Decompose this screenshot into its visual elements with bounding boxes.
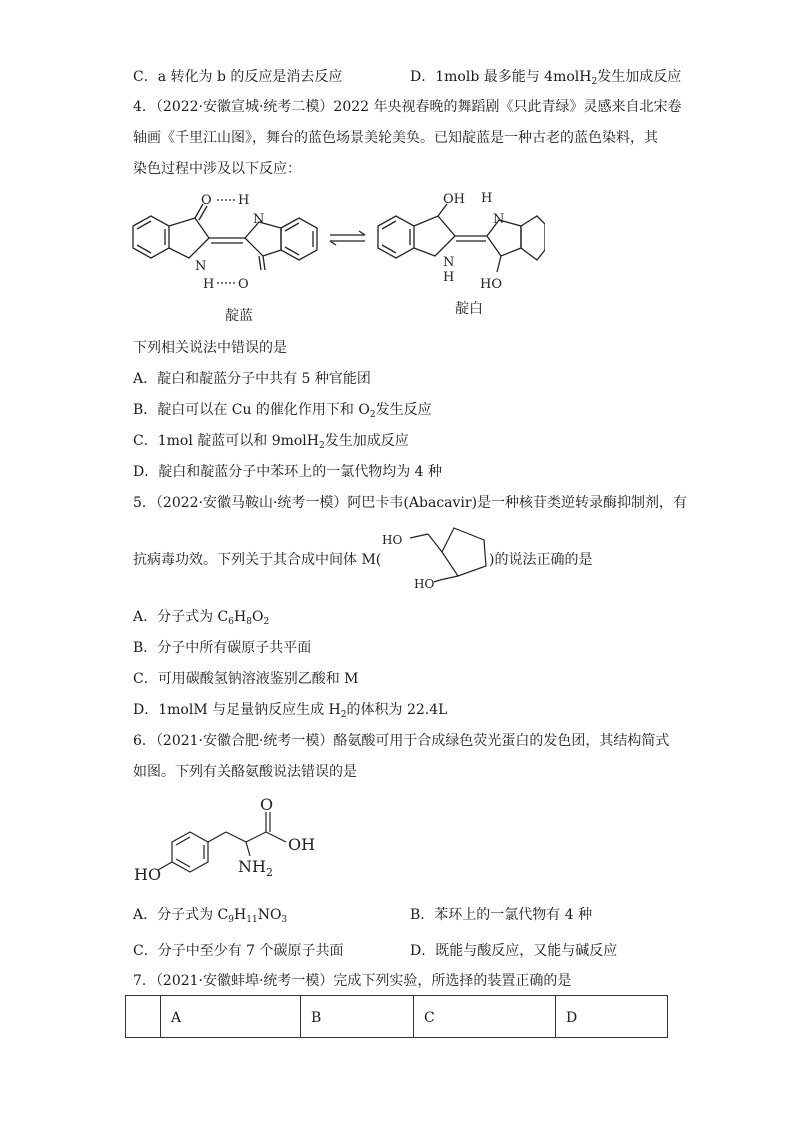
q6-option-b: B．苯环上的一氯代物有 4 种 bbox=[410, 907, 593, 923]
q5-option-c: C．可用碳酸氢钠溶液鉴别乙酸和 M bbox=[133, 671, 359, 687]
leuco-atom-oh: OH bbox=[443, 192, 465, 207]
table-cell-a: A bbox=[161, 996, 301, 1038]
q4-question: 下列相关说法中错误的是 bbox=[133, 340, 287, 356]
table-row bbox=[126, 996, 668, 1038]
indigo-atom-n-left: N bbox=[195, 259, 207, 274]
q3-option-d: D．1molb 最多能与 4molH$_2$发生加成反应 bbox=[410, 69, 682, 87]
compound-m-structure bbox=[380, 520, 496, 598]
q6-option-a: A．分子式为 $C_9H_{11}NO_3$ bbox=[133, 907, 288, 925]
leuco-atom-ho: HO bbox=[480, 277, 502, 292]
q4-stem-line1: 4．（2022·安徽宣城·统考二模）2022 年央视春晚的舞蹈剧《只此青绿》灵感来自北宋卷 bbox=[133, 99, 682, 115]
tyrosine-structure bbox=[130, 792, 330, 888]
indigo-atom-n-right: N bbox=[253, 212, 265, 227]
compound-m-ho-bottom: HO bbox=[414, 577, 435, 591]
q5-option-b: B．分子中所有碳原子共平面 bbox=[133, 640, 312, 656]
q6-stem-line1: 6．（2021·安徽合肥·统考一模）酪氨酸可用于合成绿色荧光蛋白的发色团，其结构简式 bbox=[133, 733, 670, 749]
leuco-atom-h-top: H bbox=[481, 191, 493, 206]
indigo-reaction-diagram bbox=[125, 188, 545, 298]
indigo-atom-h-bottom: H bbox=[203, 277, 215, 292]
q4-option-b: B．靛白可以在 Cu 的催化作用下和 $O_2$发生反应 bbox=[133, 402, 432, 420]
leuco-atom-h-left: H bbox=[443, 270, 455, 285]
table-cell-blank bbox=[126, 996, 161, 1038]
q5-stem-line2-end: )的说法正确的是 bbox=[489, 552, 593, 568]
q4-stem-line3: 染色过程中涉及以下反应： bbox=[133, 161, 301, 177]
q5-stem-line1: 5．（2022·安徽马鞍山·统考一模）阿巴卡韦(Abacavir)是一种核苷类逆转录酶抑制剂，有 bbox=[133, 495, 688, 511]
q7-stem: 7．（2021·安徽蚌埠·统考一模）完成下列实验，所选择的装置正确的是 bbox=[133, 973, 572, 989]
q5-stem-line2-start: 抗病毒功效。下列关于其合成中间体 M( bbox=[133, 552, 382, 568]
indigo-atom-o-top: O bbox=[201, 193, 212, 208]
q4-option-a: A．靛白和靛蓝分子中共有 5 种官能团 bbox=[133, 371, 371, 387]
q4-option-d: D．靛白和靛蓝分子中苯环上的一氯代物均为 4 种 bbox=[133, 464, 443, 480]
indigo-atom-h-top: H bbox=[238, 193, 250, 208]
indigo-benzene-left bbox=[133, 216, 169, 258]
leuco-atom-n-left: N bbox=[443, 255, 455, 270]
leuco-benzene-left bbox=[378, 216, 414, 258]
compound-m-ho-top: HO bbox=[382, 533, 403, 547]
tyrosine-atom-o: O bbox=[260, 795, 274, 814]
table-cell-d: D bbox=[556, 996, 668, 1038]
tyrosine-atom-ho: HO bbox=[134, 865, 162, 884]
caption-leuco-indigo: 靛白 bbox=[455, 301, 483, 317]
q6-option-d: D．既能与酸反应，又能与碱反应 bbox=[410, 943, 618, 959]
tyrosine-atom-nh2: $NH_2$ bbox=[238, 857, 273, 879]
q4-option-c: C．1mol 靛蓝可以和 9molH$_2$发生加成反应 bbox=[133, 433, 409, 451]
table-cell-c: C bbox=[414, 996, 556, 1038]
caption-indigo: 靛蓝 bbox=[225, 308, 253, 324]
q5-option-d: D．1molM 与足量钠反应生成 $H_2$的体积为 22.4L bbox=[133, 702, 448, 720]
q5-option-a: A．分子式为 $C_6H_8O_2$ bbox=[133, 609, 270, 627]
q6-stem-line2: 如图。下列有关酪氨酸说法错误的是 bbox=[133, 764, 357, 780]
q4-stem-line2: 轴画《千里江山图》，舞台的蓝色场景美轮美奂。已知靛蓝是一种古老的蓝色染料，其 bbox=[133, 130, 658, 146]
q7-apparatus-table bbox=[125, 995, 668, 1038]
q6-option-c: C．分子中至少有 7 个碳原子共面 bbox=[133, 943, 344, 959]
tyrosine-atom-oh: OH bbox=[288, 835, 316, 854]
indigo-atom-o-bottom: O bbox=[238, 277, 249, 292]
q3-option-c: C．a 转化为 b 的反应是消去反应 bbox=[133, 69, 343, 85]
table-cell-b: B bbox=[301, 996, 414, 1038]
leuco-atom-n-right: N bbox=[493, 212, 505, 227]
